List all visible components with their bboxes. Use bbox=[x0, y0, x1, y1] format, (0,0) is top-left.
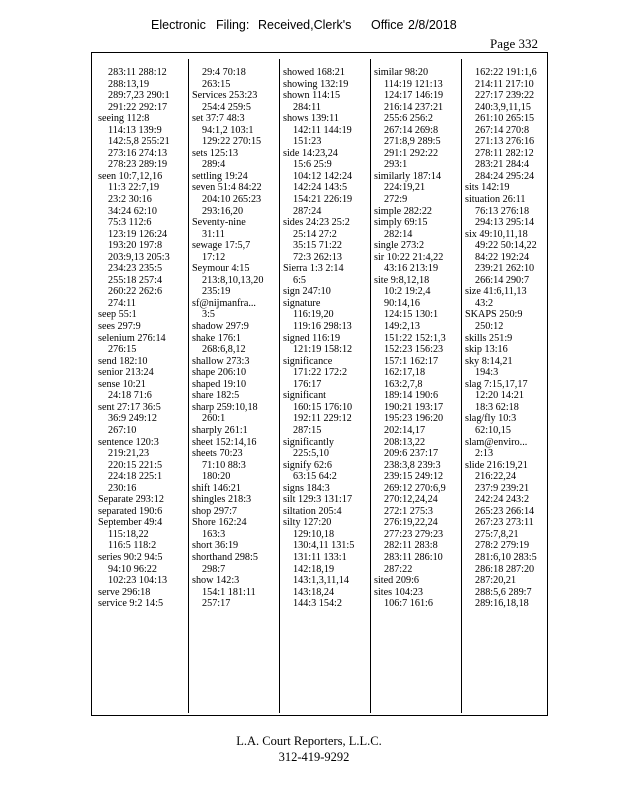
index-entry: signs 184:3 bbox=[283, 482, 330, 494]
index-entry: service 9:2 14:5 bbox=[98, 598, 164, 610]
index-page-refs: 283:21 284:4 bbox=[475, 159, 530, 171]
index-page-refs: 193:20 197:8 bbox=[108, 240, 163, 252]
index-entry: site 9:8,12,18 bbox=[374, 274, 430, 286]
index-page-refs: 224:18 225:1 bbox=[108, 471, 163, 483]
index-page-refs: 287:24 bbox=[293, 205, 322, 217]
index-page-refs: 255:18 257:4 bbox=[108, 274, 163, 286]
index-entry: signature bbox=[283, 297, 321, 309]
footer-company: L.A. Court Reporters, L.L.C. bbox=[236, 734, 382, 748]
index-entry: send 182:10 bbox=[98, 355, 148, 367]
index-entry: September 49:4 bbox=[98, 517, 163, 529]
index-entry: sharply 261:1 bbox=[192, 424, 248, 436]
index-entry: slam@enviro... bbox=[465, 436, 528, 448]
index-page-refs: 289:7,23 290:1 bbox=[108, 90, 170, 102]
column-divider bbox=[461, 59, 462, 713]
index-entry: sees 297:9 bbox=[98, 321, 141, 333]
index-entry: sentence 120:3 bbox=[98, 436, 159, 448]
index-entry: shallow 273:3 bbox=[192, 355, 250, 367]
index-page-refs: 123:19 126:24 bbox=[108, 228, 168, 240]
index-page-refs: 278:2 279:19 bbox=[475, 540, 530, 552]
index-page-refs: 157:1 162:17 bbox=[384, 355, 439, 367]
column-divider bbox=[188, 59, 189, 713]
index-page-refs: 129:22 270:15 bbox=[202, 136, 262, 148]
index-entry: shift 146:21 bbox=[192, 482, 241, 494]
index-page-refs: 288:5,6 289:7 bbox=[475, 586, 532, 598]
index-page-refs: 24:18 71:6 bbox=[108, 390, 152, 402]
index-entry: six 49:10,11,18 bbox=[465, 228, 528, 240]
index-page-refs: 36:9 249:12 bbox=[108, 413, 157, 425]
index-page-refs: 94:10 96:22 bbox=[108, 563, 157, 575]
index-page-refs: 176:17 bbox=[293, 378, 322, 390]
index-entry: silty 127:20 bbox=[283, 517, 332, 529]
index-page-refs: 270:12,24,24 bbox=[384, 494, 438, 506]
index-page-refs: 124:17 146:19 bbox=[384, 90, 444, 102]
index-entry: sheet 152:14,16 bbox=[192, 436, 257, 448]
index-page-refs: 152:23 156:23 bbox=[384, 344, 444, 356]
index-page-refs: 131:11 133:1 bbox=[293, 551, 347, 563]
index-page-refs: 274:11 bbox=[108, 297, 136, 309]
index-page-refs: 225:5,10 bbox=[293, 448, 329, 460]
index-page-refs: 267:14 269:8 bbox=[384, 124, 439, 136]
index-page-refs: 203:9,13 205:3 bbox=[108, 251, 170, 263]
index-page-refs: 263:15 bbox=[202, 78, 231, 90]
index-page-refs: 284:11 bbox=[293, 101, 321, 113]
index-page-refs: 154:1 181:11 bbox=[202, 586, 256, 598]
index-page-refs: 194:3 bbox=[475, 367, 499, 379]
index-page-refs: 190:21 193:17 bbox=[384, 401, 444, 413]
index-page-refs: 287:22 bbox=[384, 563, 413, 575]
index-entry: size 41:6,11,13 bbox=[465, 286, 527, 298]
index-column-5 bbox=[465, 67, 556, 713]
index-entry: seen 10:7,12,16 bbox=[98, 170, 163, 182]
index-page-refs: 261:10 265:15 bbox=[475, 113, 535, 125]
index-page-refs: 180:20 bbox=[202, 471, 231, 483]
index-page-refs: 202:14,17 bbox=[384, 424, 426, 436]
index-page-refs: 189:14 190:6 bbox=[384, 390, 439, 402]
index-entry: share 182:5 bbox=[192, 390, 240, 402]
index-page-refs: 276:19,22,24 bbox=[384, 517, 438, 529]
index-entry: sited 209:6 bbox=[374, 575, 419, 587]
index-page-refs: 104:12 142:24 bbox=[293, 170, 353, 182]
index-page-refs: 43:16 213:19 bbox=[384, 263, 439, 275]
index-page-refs: 204:10 265:23 bbox=[202, 194, 262, 206]
index-page-refs: 154:21 226:19 bbox=[293, 194, 353, 206]
index-page-refs: 12:20 14:21 bbox=[475, 390, 524, 402]
index-page-refs: 234:23 235:5 bbox=[108, 263, 163, 275]
index-page-refs: 239:21 262:10 bbox=[475, 263, 535, 275]
index-page-refs: 257:17 bbox=[202, 598, 231, 610]
index-page-refs: 72:3 262:13 bbox=[293, 251, 342, 263]
header-electronic: Electronic bbox=[151, 18, 206, 32]
header-filing: Filing: bbox=[216, 18, 250, 32]
index-entry: similarly 187:14 bbox=[374, 170, 442, 182]
index-page-refs: 291:1 292:22 bbox=[384, 147, 439, 159]
index-page-refs: 149:2,13 bbox=[384, 321, 420, 333]
index-page-refs: 287:20,21 bbox=[475, 575, 517, 587]
index-page-refs: 121:19 158:12 bbox=[293, 344, 353, 356]
column-divider bbox=[370, 59, 371, 713]
index-entry: senior 213:24 bbox=[98, 367, 154, 379]
index-page-refs: 160:15 176:10 bbox=[293, 401, 353, 413]
index-page-refs: 288:13,19 bbox=[108, 78, 150, 90]
index-page-refs: 130:4,11 131:5 bbox=[293, 540, 355, 552]
index-page-refs: 162:17,18 bbox=[384, 367, 426, 379]
index-entry: set 37:7 48:3 bbox=[192, 113, 245, 125]
index-page-refs: 35:15 71:22 bbox=[293, 240, 342, 252]
index-column-4 bbox=[374, 67, 465, 713]
filing-header bbox=[0, 18, 618, 38]
index-entry: significantly bbox=[283, 436, 334, 448]
index-page-refs: 143:1,3,11,14 bbox=[293, 575, 349, 587]
footer-phone: 312-419-9292 bbox=[278, 750, 350, 764]
index-page-refs: 272:1 275:3 bbox=[384, 505, 433, 517]
index-entry: sent 27:17 36:5 bbox=[98, 401, 161, 413]
index-page-refs: 219:21,23 bbox=[108, 448, 150, 460]
index-page-refs: 114:19 121:13 bbox=[384, 78, 443, 90]
index-entry: sir 10:22 21:4,22 bbox=[374, 251, 444, 263]
index-page-refs: 119:16 298:13 bbox=[293, 321, 352, 333]
index-page-refs: 106:7 161:6 bbox=[384, 598, 433, 610]
index-page-refs: 291:22 292:17 bbox=[108, 101, 168, 113]
index-entry: showed 168:21 bbox=[283, 67, 345, 78]
index-entry: skills 251:9 bbox=[465, 332, 513, 344]
index-entry: selenium 276:14 bbox=[98, 332, 166, 344]
index-page-refs: 220:15 221:5 bbox=[108, 459, 163, 471]
index-entry: sets 125:13 bbox=[192, 147, 239, 159]
index-page-refs: 102:23 104:13 bbox=[108, 575, 168, 587]
index-page-refs: 2:13 bbox=[475, 448, 494, 460]
index-entry: SKAPS 250:9 bbox=[465, 309, 523, 321]
index-page-refs: 267:23 273:11 bbox=[475, 517, 534, 529]
index-entry: shape 206:10 bbox=[192, 367, 247, 379]
index-entry: sides 24:23 25:2 bbox=[283, 217, 350, 229]
index-entry: significant bbox=[283, 390, 327, 402]
index-page-refs: 250:12 bbox=[475, 321, 504, 333]
index-page-refs: 214:11 217:10 bbox=[475, 78, 534, 90]
index-entry: Services 253:23 bbox=[192, 90, 258, 102]
index-page-refs: 284:24 295:24 bbox=[475, 170, 535, 182]
index-page-refs: 34:24 62:10 bbox=[108, 205, 157, 217]
index-entry: sites 104:23 bbox=[374, 586, 423, 598]
index-page-refs: 227:17 239:22 bbox=[475, 90, 535, 102]
index-entry: shows 139:11 bbox=[283, 113, 339, 125]
index-page-refs: 239:15 249:12 bbox=[384, 471, 444, 483]
index-entry: series 90:2 94:5 bbox=[98, 551, 163, 563]
index-page-refs: 293:16,20 bbox=[202, 205, 244, 217]
index-entry: seeing 112:8 bbox=[98, 113, 150, 125]
index-page-refs: 31:11 bbox=[202, 228, 225, 240]
index-page-refs: 142:11 144:19 bbox=[293, 124, 352, 136]
index-entry: slag 7:15,17,17 bbox=[465, 378, 528, 390]
index-page-refs: 75:3 112:6 bbox=[108, 217, 152, 229]
index-page-refs: 276:15 bbox=[108, 344, 137, 356]
index-entry: shake 176:1 bbox=[192, 332, 241, 344]
index-page-refs: 235:19 bbox=[202, 286, 231, 298]
index-column-3 bbox=[283, 67, 374, 713]
index-page-refs: 11:3 22:7,19 bbox=[108, 182, 160, 194]
index-entry: sign 247:10 bbox=[283, 286, 331, 298]
index-page-refs: 267:10 bbox=[108, 424, 137, 436]
index-page-refs: 216:22,24 bbox=[475, 471, 517, 483]
index-entry: single 273:2 bbox=[374, 240, 425, 252]
index-entry: Seventy-nine bbox=[192, 217, 246, 229]
index-page-refs: 129:10,18 bbox=[293, 528, 335, 540]
index-entry: seep 55:1 bbox=[98, 309, 137, 321]
index-page-refs: 171:22 172:2 bbox=[293, 367, 348, 379]
index-entry: simple 282:22 bbox=[374, 205, 433, 217]
index-entry: similar 98:20 bbox=[374, 67, 429, 78]
index-page-refs: 115:18,22 bbox=[108, 528, 149, 540]
index-page-refs: 162:22 191:1,6 bbox=[475, 67, 537, 78]
index-entry: Shore 162:24 bbox=[192, 517, 247, 529]
index-page-refs: 271:13 276:16 bbox=[475, 136, 535, 148]
index-entry: signed 116:19 bbox=[283, 332, 341, 344]
index-page-refs: 283:11 286:10 bbox=[384, 551, 443, 563]
index-page-refs: 163:2,7,8 bbox=[384, 378, 423, 390]
index-page-refs: 240:3,9,11,15 bbox=[475, 101, 531, 113]
index-entry: short 36:19 bbox=[192, 540, 239, 552]
index-page-refs: 224:19,21 bbox=[384, 182, 426, 194]
index-page-refs: 84:22 192:24 bbox=[475, 251, 530, 263]
index-page-refs: 143:18,24 bbox=[293, 586, 335, 598]
index-page-refs: 25:14 27:2 bbox=[293, 228, 337, 240]
column-divider bbox=[279, 59, 280, 713]
index-entry: serve 296:18 bbox=[98, 586, 151, 598]
index-page-refs: 287:15 bbox=[293, 424, 322, 436]
index-entry: sharp 259:10,18 bbox=[192, 401, 258, 413]
index-page-refs: 282:11 283:8 bbox=[384, 540, 438, 552]
header-received: Received,Clerk's bbox=[258, 18, 352, 32]
index-page-refs: 278:11 282:12 bbox=[475, 147, 534, 159]
index-entry: Seymour 4:15 bbox=[192, 263, 250, 275]
index-page-refs: 18:3 62:18 bbox=[475, 401, 519, 413]
index-page-refs: 3:5 bbox=[202, 309, 216, 321]
header-date: 2/8/2018 bbox=[408, 18, 457, 32]
index-entry: slide 216:19,21 bbox=[465, 459, 528, 471]
index-page-refs: 142:18,19 bbox=[293, 563, 335, 575]
index-page-refs: 294:13 295:14 bbox=[475, 217, 535, 229]
index-entry: shaped 19:10 bbox=[192, 378, 247, 390]
index-page-refs: 293:1 bbox=[384, 159, 408, 171]
index-page-refs: 275:7,8,21 bbox=[475, 528, 519, 540]
index-page-refs: 260:1 bbox=[202, 413, 226, 425]
index-page-refs: 209:6 237:17 bbox=[384, 448, 439, 460]
index-page-refs: 192:11 229:12 bbox=[293, 413, 352, 425]
index-page-refs: 63:15 64:2 bbox=[293, 471, 337, 483]
index-entry: simply 69:15 bbox=[374, 217, 428, 229]
index-page-refs: 151:22 152:1,3 bbox=[384, 332, 446, 344]
index-page-refs: 271:8,9 289:5 bbox=[384, 136, 441, 148]
index-page-refs: 265:23 266:14 bbox=[475, 505, 535, 517]
index-page-refs: 23:2 30:16 bbox=[108, 194, 152, 206]
index-page-refs: 208:13,22 bbox=[384, 436, 426, 448]
index-entry: Sierra 1:3 2:14 bbox=[283, 263, 344, 275]
index-page-refs: 144:3 154:2 bbox=[293, 598, 342, 610]
index-entry: skip 13:16 bbox=[465, 344, 508, 356]
index-entry: Separate 293:12 bbox=[98, 494, 164, 506]
index-entry: shorthand 298:5 bbox=[192, 551, 258, 563]
index-page-refs: 142:5,8 255:21 bbox=[108, 136, 170, 148]
index-entry: seven 51:4 84:22 bbox=[192, 182, 262, 194]
index-page-refs: 15:6 25:9 bbox=[293, 159, 332, 171]
index-page-refs: 272:9 bbox=[384, 194, 408, 206]
index-page-refs: 273:16 274:13 bbox=[108, 147, 168, 159]
index-entry: sits 142:19 bbox=[465, 182, 510, 194]
index-page-refs: 254:4 259:5 bbox=[202, 101, 251, 113]
index-page-refs: 268:6,8,12 bbox=[202, 344, 246, 356]
index-page-refs: 255:6 256:2 bbox=[384, 113, 433, 125]
index-entry: situation 26:11 bbox=[465, 194, 526, 206]
index-entry: show 142:3 bbox=[192, 575, 240, 587]
index-entry: sf@nijmanfra... bbox=[192, 297, 256, 309]
index-entry: siltation 205:4 bbox=[283, 505, 342, 517]
index-page-refs: 43:2 bbox=[475, 297, 494, 309]
index-page-refs: 282:14 bbox=[384, 228, 413, 240]
index-page-refs: 242:24 243:2 bbox=[475, 494, 530, 506]
index-page-refs: 216:14 237:21 bbox=[384, 101, 444, 113]
index-page-refs: 62:10,15 bbox=[475, 424, 511, 436]
index-page-refs: 267:14 270:8 bbox=[475, 124, 530, 136]
index-page-refs: 124:15 130:1 bbox=[384, 309, 439, 321]
index-entry: separated 190:6 bbox=[98, 505, 163, 517]
index-page-refs: 260:22 262:6 bbox=[108, 286, 163, 298]
index-page-refs: 29:4 70:18 bbox=[202, 67, 246, 78]
index-entry: sewage 17:5,7 bbox=[192, 240, 251, 252]
index-entry: shown 114:15 bbox=[283, 90, 341, 102]
index-page-refs: 278:23 289:19 bbox=[108, 159, 168, 171]
index-page-refs: 237:9 239:21 bbox=[475, 482, 530, 494]
index-entry: signify 62:6 bbox=[283, 459, 332, 471]
index-page-refs: 114:13 139:9 bbox=[108, 124, 162, 136]
index-page-refs: 163:3 bbox=[202, 528, 226, 540]
index-page-refs: 266:14 290:7 bbox=[475, 274, 530, 286]
index-page-refs: 298:7 bbox=[202, 563, 226, 575]
index-frame bbox=[91, 52, 548, 716]
index-page-refs: 195:23 196:20 bbox=[384, 413, 444, 425]
index-page-refs: 151:23 bbox=[293, 136, 322, 148]
index-entry: shingles 218:3 bbox=[192, 494, 252, 506]
header-office: Office bbox=[371, 18, 404, 32]
index-entry: side 14:23,24 bbox=[283, 147, 338, 159]
index-page-refs: 230:16 bbox=[108, 482, 137, 494]
index-page-refs: 116:19,20 bbox=[293, 309, 334, 321]
index-page-refs: 238:3,8 239:3 bbox=[384, 459, 441, 471]
index-page-refs: 116:5 118:2 bbox=[108, 540, 157, 552]
index-page-refs: 289:16,18,18 bbox=[475, 598, 529, 610]
index-entry: settling 19:24 bbox=[192, 170, 248, 182]
index-entry: sheets 70:23 bbox=[192, 448, 243, 460]
index-entry: slag/fly 10:3 bbox=[465, 413, 517, 425]
page-number: Page 332 bbox=[489, 36, 538, 51]
index-entry: sense 10:21 bbox=[98, 378, 146, 390]
index-page-refs: 90:14,16 bbox=[384, 297, 420, 309]
index-entry: shadow 297:9 bbox=[192, 321, 249, 333]
index-page-refs: 289:4 bbox=[202, 159, 226, 171]
index-page-refs: 286:18 287:20 bbox=[475, 563, 535, 575]
index-page-refs: 17:12 bbox=[202, 251, 226, 263]
index-entry: shop 297:7 bbox=[192, 505, 237, 517]
index-page-refs: 142:24 143:5 bbox=[293, 182, 348, 194]
index-page-refs: 6:5 bbox=[293, 274, 307, 286]
index-page-refs: 76:13 276:18 bbox=[475, 205, 530, 217]
index-page-refs: 269:12 270:6,9 bbox=[384, 482, 446, 494]
index-column-1 bbox=[98, 67, 189, 713]
index-page-refs: 281:6,10 283:5 bbox=[475, 551, 537, 563]
index-page-refs: 283:11 288:12 bbox=[108, 67, 167, 78]
index-page-refs: 94:1,2 103:1 bbox=[202, 124, 254, 136]
index-entry: showing 132:19 bbox=[283, 78, 349, 90]
index-entry: silt 129:3 131:17 bbox=[283, 494, 353, 506]
index-page-refs: 71:10 88:3 bbox=[202, 459, 246, 471]
index-entry: significance bbox=[283, 355, 333, 367]
index-entry: sky 8:14,21 bbox=[465, 355, 513, 367]
index-page-refs: 213:8,10,13,20 bbox=[202, 274, 264, 286]
index-page-refs: 49:22 50:14,22 bbox=[475, 240, 537, 252]
index-page-refs: 10:2 19:2,4 bbox=[384, 286, 431, 298]
index-column-2 bbox=[192, 67, 283, 713]
index-page-refs: 277:23 279:23 bbox=[384, 528, 444, 540]
